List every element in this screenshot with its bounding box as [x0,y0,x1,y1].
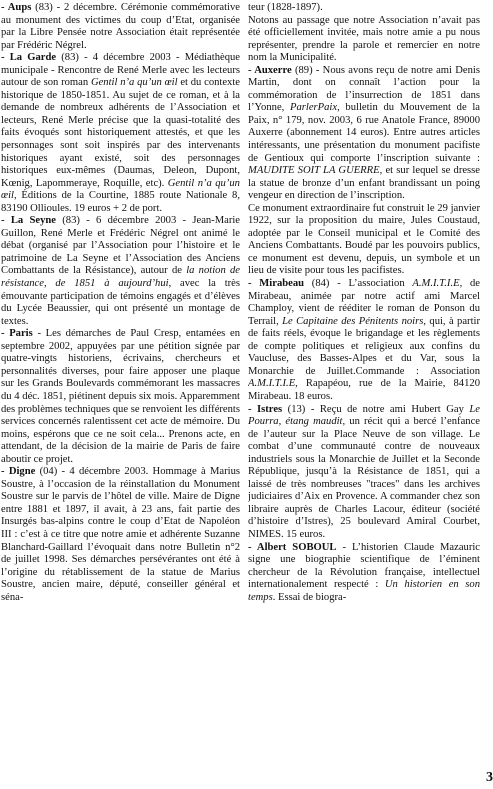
entry-place-heading: - Albert SOBOUL [248,541,337,553]
entry-italic-title: A.M.I.T.I.E [412,278,460,290]
entry-text: , qui, à partir de faits réels, évoque le brigandage et les règlements de compte politiques et religieux aux confins du Vaucluse, des Basses-Alpes et du Var, sous la Monarchie de Juillet.Commande : Association [248,315,480,377]
entry-place-heading: - La Seyne [1,215,56,227]
entry-italic-title: Le Pourra, étang maudit [248,403,480,428]
entry-text: Notons au passage que notre Association n’avait pas été officiellement invitée, mais notre amie a pu nous représenter, prendre la parole et remercier en notre nom la Municipalité. [248,14,480,64]
entry-text: - Les démarches de Paul Cresp, entamées en septembre 2002, appuyées par une pétition signée par quatre-vingts historiens, écrivains, chercheurs et personnalités diverses, pour faire apposer une plaque sur les Grands Boulevards commémorant les massacres du 4 déc. 1851, piétinent depuis six mois. Apparemment des problèmes techniques que se renvoient les différents services concernés ralentissent cet acte de mémoire. Du moins, espérons que ce ne soit cela... Prenons acte, en attendant, de la décision de la mairie de Paris de faire aboutir ce projet. [1,328,240,465]
entry-text: , de Mirabeau, animée par notre actif ami Marcel Champloy, vient de rééditer le roman de Ponson du Terrail, [248,278,480,327]
entry-text: (83) - 6 décembre 2003 - Jean-Marie Guillon, René Merle et Frédéric Négrel ont animé le débat (organisé par l’Association pour l’histoire et le patrimoine de La Seyne et l’Association des Anciens Combattants de la Résistance), autour de [1,215,240,277]
entry-text: , et sur lequel se dresse la statue de bronze d’un enfant brandissant un poing vengeur en direction de l’inscription. [248,165,480,202]
news-entry [1,2,240,52]
news-entry [1,215,240,328]
entry-italic-title: Gentil n’a qu’un œil [1,177,240,202]
entry-text: teur (1828-1897). [248,2,323,13]
news-entry [1,328,240,466]
news-entry [248,2,480,15]
entry-text: (04) - 4 décembre 2003. Hommage à Marius Soustre, à l’occasion de la réinstallation du Monument Soustre sur le parvis de l’hôtel de ville. Maire de Digne entre 1881 et 1897, il avait, à 23 ans, fait partie des Insurgés bas-alpins contre le coup d’Etat de Napoléon III : c’est à ce titre que notre amie et adhérente Suzanne Blanchard-Gaillard l’évoquait dans notre Bulletin n°2 de juillet 1998. Ses démarches persévérantes ont été à l’origine du rétablissement de la statue de Marius Soustre, ancien maire, député, conseiller général et séna- [1,466,240,603]
entry-text: , un récit qui a bercé l’enfance de l’auteur sur la Place Neuve de son village. Le combat d’une communauté contre de nouveaux industriels sous la Monarchie de Juillet et la Seconde République, jusqu’à la Résistance de 1851, qui a laissé de très nombreuses "traces" dans les archives judiciaires d’Aix en Provence. A commander chez son libraire auprès de Charles Lacour, éditeur (société d’histoire d’Istres), 25 boulevard Amiral Courbet, NIMES. 15 euros. [248,416,480,540]
news-entry [248,278,480,403]
entry-text: (83) - 2 décembre. Cérémonie commémorative au monument des victimes du coup d’Etat, organisée par la Libre Pensée notre Association était représentée par Frédéric Négrel. [1,2,240,51]
entry-italic-title: MAUDITE SOIT LA GUERRE [248,165,380,177]
entry-text: (89) - Nous avons reçu de notre ami Denis Martin, dont on connaît l’action pour la commémoration de l’insurrection de 1851 dans l’Yonne, [248,64,480,114]
entry-text: et du contexte historique de 1850-1851. Au sujet de ce roman, et à la demande de nombreux adhérents de l’Association et lecteurs, René Merle précise que la quasi-totalité des faits évoqués sont historiquement attestés, et que les personnages sont soit inspirés par des intervenants historiques ayant existé, soit des personnages historiques eux-mêmes (Daumas, Deleon, Dupont, Kœnig, Lapommeraye, Roquille, etc). [1,77,240,189]
entry-italic-title: la notion de résistance, de 1851 à aujourd’hui [1,265,240,290]
news-entry [248,203,480,278]
entry-text: (83) - 4 décembre 2003 - Médiathèque municipale - Rencontre de René Merle avec les lecteurs autour de son roman [1,52,240,89]
entry-text: , Rapapéou, rue de la Mairie, 84120 Mirabeau. 18 euros. [248,378,480,402]
entry-italic-title: A.M.I.T.I.E [248,378,296,390]
news-entry [248,65,480,203]
entry-italic-title: Le Capitaine des Pénitents noirs [282,315,424,327]
news-entry [248,404,480,542]
news-entry [1,52,240,215]
left-column [1,2,240,787]
entry-text: (13) - Reçu de notre ami Hubert Gay [282,403,470,415]
entry-text: , bulletin du Mouvement de la Paix, n° 179, nov. 2003, 6 rue Anatole France, 89000 Auxerre (abonnement 14 euros). Entre autres articles intéressants, une présentation du monument pacifiste de Gentioux qui comporte l’inscription suivante : [248,102,480,164]
right-column [248,2,480,787]
news-entry [248,542,480,605]
entry-italic-title: ParlerPaix [290,102,338,114]
entry-text: , Éditions de la Courtine, 1885 route Nationale 8, 83190 Ollioules. 19 euros + 2 de port. [1,190,240,214]
entry-place-heading: - Auxerre [248,64,292,76]
entry-italic-title: Gentil n’a qu’un œil [90,77,178,89]
entry-place-heading: - Aups [1,2,32,13]
news-entry [248,15,480,65]
entry-place-heading: - Paris [1,328,33,340]
entry-italic-title: Un historien en son temps [248,579,480,603]
page-number: 3 [486,770,493,785]
entry-text: - L’historien Claude Mazauric signe une biographie scientifique de l’éminent chercheur de la Révolution française, intellectuel internationalement respecté : [248,541,480,591]
entry-place-heading: - Mirabeau [248,278,305,290]
entry-text: (84) - L’association [304,278,413,290]
entry-place-heading: - La Garde [1,52,57,64]
entry-text: . Essai de biogra- [272,591,347,603]
entry-place-heading: - Istres [248,403,283,415]
news-entry [1,466,240,604]
entry-place-heading: - Digne [1,466,36,478]
entry-text: , avec la très émouvante participation de témoins engagés et d’élèves du Lycée Beaussier, qui ont présenté un montage de textes. [1,278,240,327]
entry-text: Ce monument extraordinaire fut construit le 29 janvier 1922, sur la proposition du maire, Jules Coustaud, adoptée par le Conseil municipal et le Comité des Anciens Combattants. Boudé par les pouvoirs publics, ce monument est devenu, depuis, un symbole et un lieu de visite pour tous les pacifistes. [248,202,480,277]
